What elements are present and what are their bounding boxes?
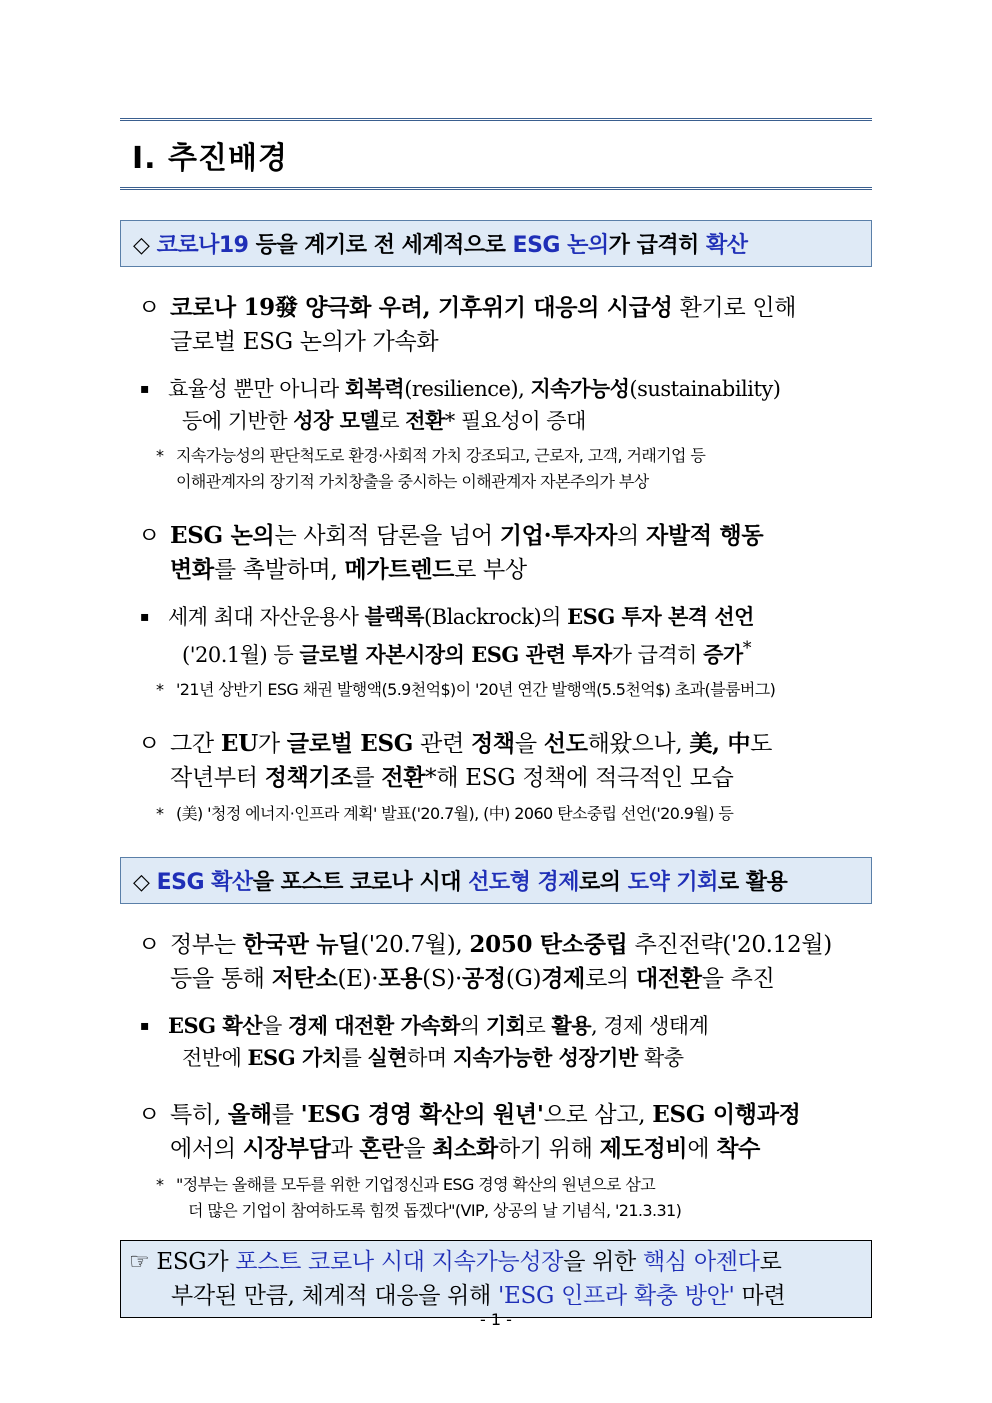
square-bullet-icon: ▪ xyxy=(140,1018,149,1034)
footnote-1: * 지속가능성의 판단척도로 환경·사회적 가치 강조되고, 근로자, 고객, 거래기업 등 이해관계자의 장기적 가치창출을 중시하는 이해관계자 자본주의가 부상 xyxy=(120,443,872,495)
bullet-1: ㅇ 코로나 19發 양극화 우려, 기후위기 대응의 시급성 환기로 인해 글로벌 ESG 논의가 가속화 xyxy=(120,291,872,359)
footnote-5: * "정부는 올해를 모두를 위한 기업정신과 ESG 경영 확산의 원년으로 삼고 더 많은 기업이 참여하도록 힘껏 돕겠다"(VIP, 상공의 날 기념식, '21.3.31) xyxy=(120,1172,872,1224)
bullet-4: ㅇ 정부는 한국판 뉴딜('20.7월), 2050 탄소중립 추진전략('20.12월) 등을 통해 저탄소(E)·포용(S)·공정(G)경제로의 대전환을 추진 xyxy=(120,928,872,996)
document-body xyxy=(120,118,872,1318)
asterisk-icon: * xyxy=(156,680,164,699)
sub-bullet-2: ▪ 세계 최대 자산운용사 블랙록(Blackrock)의 ESG 투자 본격 선언 ('20.1월) 등 글로벌 자본시장의 ESG 관련 투자가 급격히 증가* xyxy=(120,601,872,671)
circle-bullet-icon: ㅇ xyxy=(138,523,160,549)
circle-bullet-icon: ㅇ xyxy=(138,932,160,958)
circle-bullet-icon: ㅇ xyxy=(138,1102,160,1128)
conclusion-box: ☞ ESG가 포스트 코로나 시대 지속가능성장을 위한 핵심 아젠다로 부각된 만큼, 체계적 대응을 위해 'ESG 인프라 확충 방안' 마련 xyxy=(120,1240,872,1318)
sub-bullet-4: ▪ ESG 확산을 경제 대전환 가속화의 기회로 활용, 경제 생태계 전반에 ESG 가치를 실현하며 지속가능한 성장기반 확충 xyxy=(120,1010,872,1074)
square-bullet-icon: ▪ xyxy=(140,609,149,625)
chapter-title: Ⅰ. 추진배경 xyxy=(132,141,288,176)
bullet-3: ㅇ 그간 EU가 글로벌 ESG 관련 정책을 선도해왔으나, 美, 中도 작년부터 정책기조를 전환*해 ESG 정책에 적극적인 모습 xyxy=(120,727,872,795)
footnote-2: * '21년 상반기 ESG 채권 발행액(5.9천억$)이 '20년 연간 발행액(5.5천억$) 초과(블룸버그) xyxy=(120,677,872,703)
circle-bullet-icon: ㅇ xyxy=(138,295,160,321)
chapter-title-bar xyxy=(120,118,872,190)
square-bullet-icon: ▪ xyxy=(140,381,149,397)
bullet-2: ㅇ ESG 논의는 사회적 담론을 넘어 기업·투자자의 자발적 행동 변화를 촉발하며, 메가트렌드로 부상 xyxy=(120,519,872,587)
sub-bullet-1: ▪ 효율성 뿐만 아니라 회복력(resilience), 지속가능성(sustainability) 등에 기반한 성장 모델로 전환* 필요성이 증대 xyxy=(120,373,872,437)
page-number: - 1 - xyxy=(480,1310,512,1329)
section-header-2: ◇ ESG 확산을 포스트 코로나 시대 선도형 경제로의 도약 기회로 활용 xyxy=(120,857,872,904)
asterisk-icon: * xyxy=(156,446,164,465)
bullet-5: ㅇ 특히, 올해를 'ESG 경영 확산의 원년'으로 삼고, ESG 이행과정 에서의 시장부담과 혼란을 최소화하기 위해 제도정비에 착수 xyxy=(120,1098,872,1166)
diamond-icon: ◇ xyxy=(133,233,150,258)
circle-bullet-icon: ㅇ xyxy=(138,731,160,757)
footnote-3: * (美) '청정 에너지·인프라 계획' 발표('20.7월), (中) 2060 탄소중립 선언('20.9월) 등 xyxy=(120,801,872,827)
asterisk-icon: * xyxy=(156,804,164,823)
diamond-icon: ◇ xyxy=(133,870,150,895)
asterisk-icon: * xyxy=(156,1175,164,1194)
pointing-finger-icon: ☞ xyxy=(129,1249,150,1275)
section-header-1: ◇ 코로나19 등을 계기로 전 세계적으로 ESG 논의가 급격히 확산 xyxy=(120,220,872,267)
